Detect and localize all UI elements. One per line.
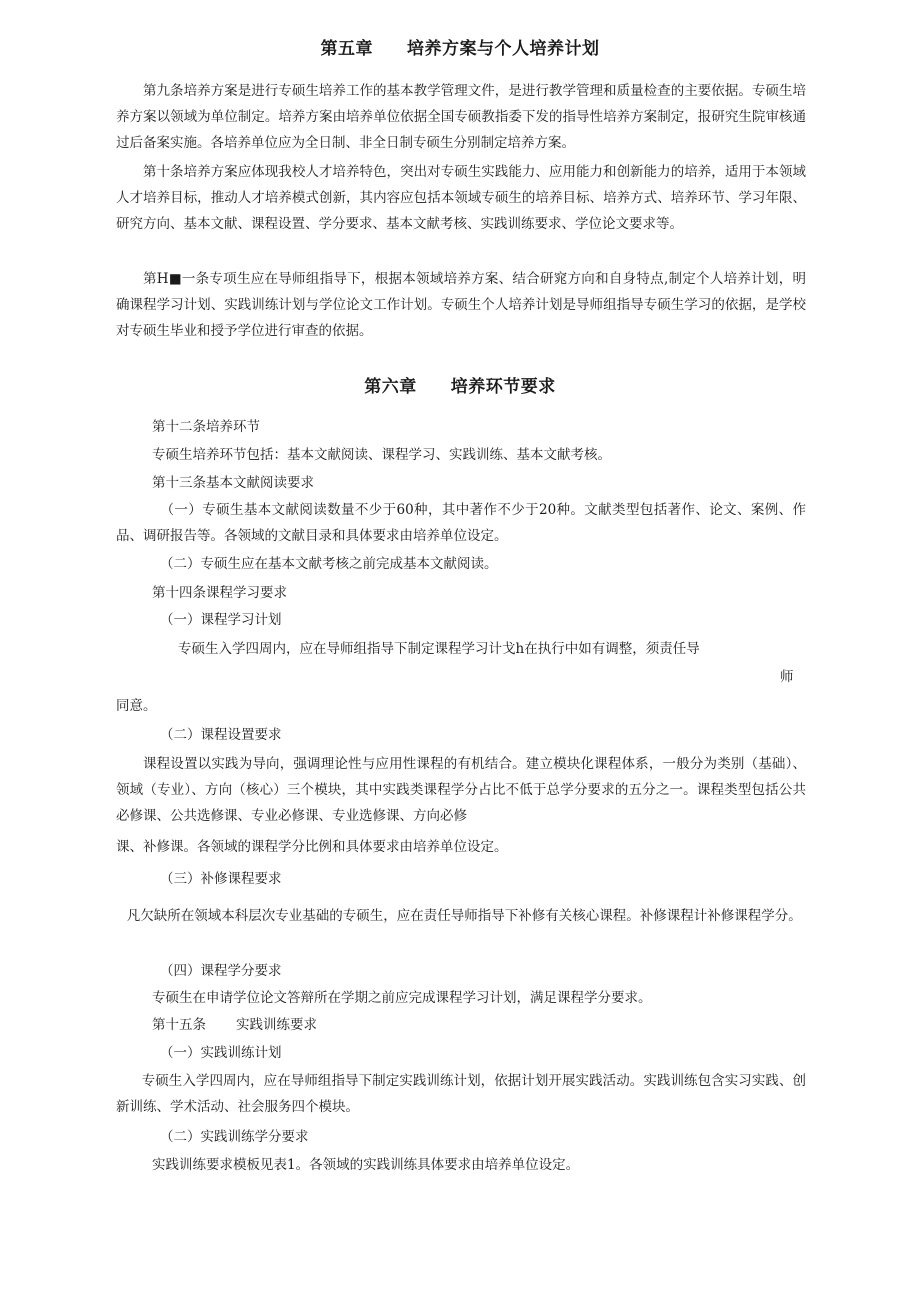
article15-text: 实践训练要求 [236, 1017, 317, 1033]
article13-item2: （二）专硕生应在基本文献考核之前完成基本文献阅读。 [160, 556, 498, 572]
article14-item3-title: （三）补修课程要求 [160, 871, 282, 887]
article14-item1-title: （一）课程学习计划 [160, 612, 282, 628]
chapter5-number: 第五章 [320, 39, 373, 59]
article14-item2-tail: 课、补修课。各领域的课程学分比例和具体要求由培养单位设定。 [116, 839, 508, 855]
article11-paragraph: 第H■一条专项生应在导师组指导下，根据本领域培养方案、结合研窕方向和自身特点,制定个人培养计划，明确课程学习计划、实践训练计划与学位论文工作计划。专硕生个人培养计划是导师组指导专硕生学习的依据，是学校对专硕生毕业和授予学位进行审查的依据。 [116, 271, 806, 339]
article15-title [152, 1012, 317, 1038]
article14-item2-body: 课程设置以实践为导向，强调理论性与应用性课程的有机结合。建立模块化课程体系，一般分为类别（基础）、领域（专业）、方向（核心）三个模块，其中实践类课程学分占比不低于总学分要求的五分之一。课程类型包括公共必修课、公共选修课、专业必修课、专业选修课、方向必修 [116, 756, 806, 824]
article9-paragraph: 第九条培养方案是进行专硕生培养工作的基本教学管理文件，是进行教学管理和质量检查的主要依据。专硕生培养方案以领域为单位制定。培养方案由培养单位依据全国专硕教指委下发的指导性培养方案制定，报研究生院审核通过后备案实施。各培养单位应为全日制、非全日制专硕生分别制定培养方案。 [116, 83, 806, 151]
article12-title: 第十二条培养环节 [152, 419, 260, 435]
article15-item2-body: 实践训练要求模板见表1。各领域的实践训练具体要求由培养单位设定。 [152, 1157, 580, 1173]
article10-paragraph: 第十条培养方案应体现我校人才培养特色，突出对专硕生实践能力、应用能力和创新能力的培养，适用于本领域人才培养目标，推动人才培养模式创新，其内容应包括本领域专硕生的培养目标、培养方式、培养环节、学习年限、研究方向、基本文献、课程设置、学分要求、基本文献考核、实践训练要求、学位论文要求等。 [116, 164, 806, 232]
article15-item1-body: 专硕生入学四周内，应在导师组指导下制定实践训练计划，依据计划开展实践活动。实践训练包含实习实践、创新训练、学术活动、社会服务四个模块。 [116, 1073, 806, 1115]
article14-title: 第十四条课程学习要求 [152, 585, 287, 601]
chapter6-number: 第六章 [364, 377, 417, 397]
article15-item2-title: （二）实践训练学分要求 [160, 1129, 309, 1145]
chapter6-title: 培养环节要求 [450, 377, 556, 397]
article14-item3-body: 凡欠缺所在领域本科层次专业基础的专硕生，应在责任导师指导下补修有关核心课程。补修课程计补修课程学分。 [126, 908, 802, 924]
article14-item1-line: 专硕生入学四周内，应在导师组指导下制定课程学习计戈h在执行中如有调整，须责任导 [178, 641, 700, 657]
article13-item1: （一）专硕生基本文献阅读数量不少于60种，其中著作不少于20种。文献类型包括著作、论文、案例、作品、调研报告等。各领域的文献目录和具体要求由培养单位设定。 [116, 502, 806, 544]
article14-item1-tail-word: 师 [780, 669, 794, 685]
article14-item2-title: （二）课程设置要求 [160, 727, 282, 743]
chapter5-title: 培养方案与个人培养计划 [407, 39, 600, 59]
article13-title: 第十三条基本文献阅读要求 [152, 475, 314, 491]
article15-item1-title: （一）实践训练计划 [160, 1045, 282, 1061]
article14-item4-body: 专硕生在申请学位论文答辩所在学期之前应完成课程学习计划，满足课程学分要求。 [152, 990, 652, 1006]
chapter6-heading [0, 372, 920, 397]
article14-item1-tail: 同意。 [116, 698, 157, 714]
article14-item4-title: （四）课程学分要求 [160, 963, 282, 979]
chapter5-heading [0, 34, 920, 59]
article15-number: 第十五条 [152, 1017, 206, 1033]
article12-body: 专硕生培养环节包括：基本文献阅读、课程学习、实践训练、基本文献考核。 [152, 447, 611, 463]
